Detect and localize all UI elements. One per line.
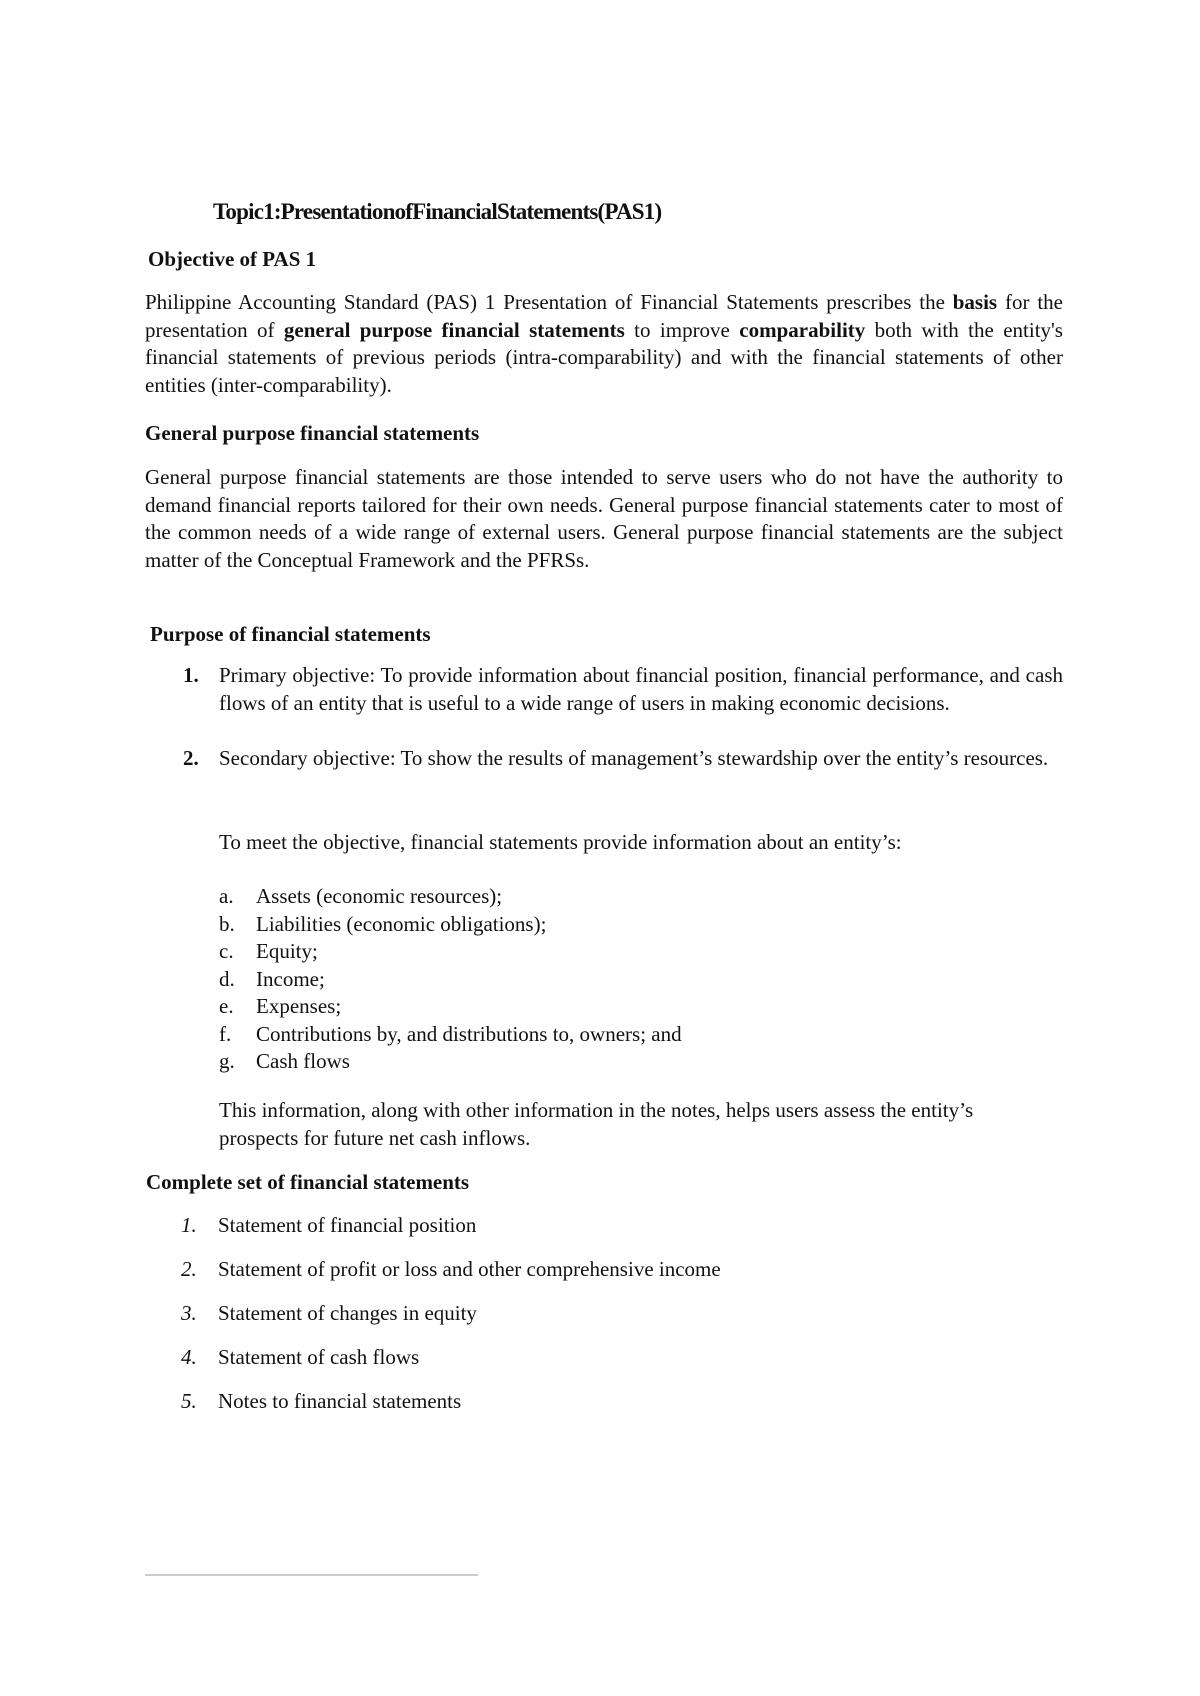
- list-item-text: Equity;: [256, 939, 318, 963]
- complete-set-heading: Complete set of financial statements: [146, 1170, 470, 1194]
- objective-text-4: both with the entity's financial statements of previous periods (intra-comparability) and with the financial statements of other entities (inter-comparability).: [145, 317, 1063, 397]
- list-number: 1.: [183, 663, 199, 687]
- list-item-text: Primary objective: To provide information about financial position, financial performance, and cash flows of an entity that is useful to a wide range of users in making economic decisions.: [219, 663, 1063, 715]
- list-item-text: Cash flows: [256, 1049, 350, 1073]
- objective-bold-general-purpose: general purpose financial statements: [283, 317, 625, 342]
- list-number: 4.: [181, 1345, 197, 1369]
- list-item-text: Contributions by, and distributions to, owners; and: [256, 1021, 682, 1046]
- footnote-separator: [145, 1574, 478, 1576]
- list-item-text: Statement of cash flows: [218, 1345, 420, 1369]
- objective-bold-comparability: comparability: [739, 317, 866, 342]
- list-item-text: Statement of profit or loss and other comprehensive income: [218, 1257, 721, 1281]
- purpose-heading: Purpose of financial statements: [150, 622, 431, 646]
- purpose-intro-paragraph: To meet the objective, financial statements provide information about an entity’s:: [219, 830, 902, 854]
- list-letter: g.: [219, 1049, 235, 1073]
- list-letter: a.: [219, 884, 234, 908]
- general-purpose-heading: General purpose financial statements: [145, 421, 480, 445]
- list-letter: d.: [219, 966, 235, 991]
- list-item-text: Notes to financial statements: [218, 1389, 462, 1413]
- list-item-text: Liabilities (economic obligations);: [256, 911, 547, 936]
- objective-text-3: to improve: [624, 317, 740, 342]
- purpose-closing-paragraph: This information, along with other information in the notes, helps users assess the entity’s prospects for future net cash inflows.: [219, 1098, 974, 1150]
- objective-text-2: for the presentation of: [145, 290, 1063, 342]
- purpose-list-item: [183, 662, 1063, 717]
- list-item-text: Statement of changes in equity: [218, 1301, 477, 1325]
- list-number: 2.: [181, 1257, 197, 1281]
- list-letter: e.: [219, 994, 234, 1018]
- list-item-text: Expenses;: [256, 994, 342, 1018]
- list-item-text: Assets (economic resources);: [256, 884, 503, 908]
- objective-heading: Objective of PAS 1: [148, 247, 317, 271]
- objective-bold-basis: basis: [952, 290, 998, 314]
- list-number: 3.: [181, 1301, 197, 1325]
- list-number: 1.: [181, 1213, 197, 1237]
- list-number: 2.: [183, 746, 199, 770]
- list-letter: f.: [219, 1021, 232, 1046]
- list-number: 5.: [181, 1389, 197, 1413]
- objective-text-1: Philippine Accounting Standard (PAS) 1 Presentation of Financial Statements prescribes the: [145, 290, 953, 314]
- purpose-list-item: [183, 745, 1063, 773]
- objective-paragraph: [145, 289, 1063, 399]
- list-letter: b.: [219, 911, 235, 936]
- page-title: Topic1:PresentationofFinancialStatements(PAS1): [213, 199, 662, 224]
- list-item-text: Secondary objective: To show the results of management’s stewardship over the entity’s resources.: [219, 746, 1049, 770]
- general-purpose-paragraph: General purpose financial statements are those intended to serve users who do not have the authority to demand financial reports tailored for their own needs. General purpose financial statements cater to most of the common needs of a wide range of external users. General purpose financial statements are the subject matter of the Conceptual Framework and the PFRSs.: [145, 465, 1063, 572]
- list-letter: c.: [219, 939, 234, 963]
- list-item-text: Statement of financial position: [218, 1213, 477, 1237]
- list-item-text: Income;: [256, 966, 325, 991]
